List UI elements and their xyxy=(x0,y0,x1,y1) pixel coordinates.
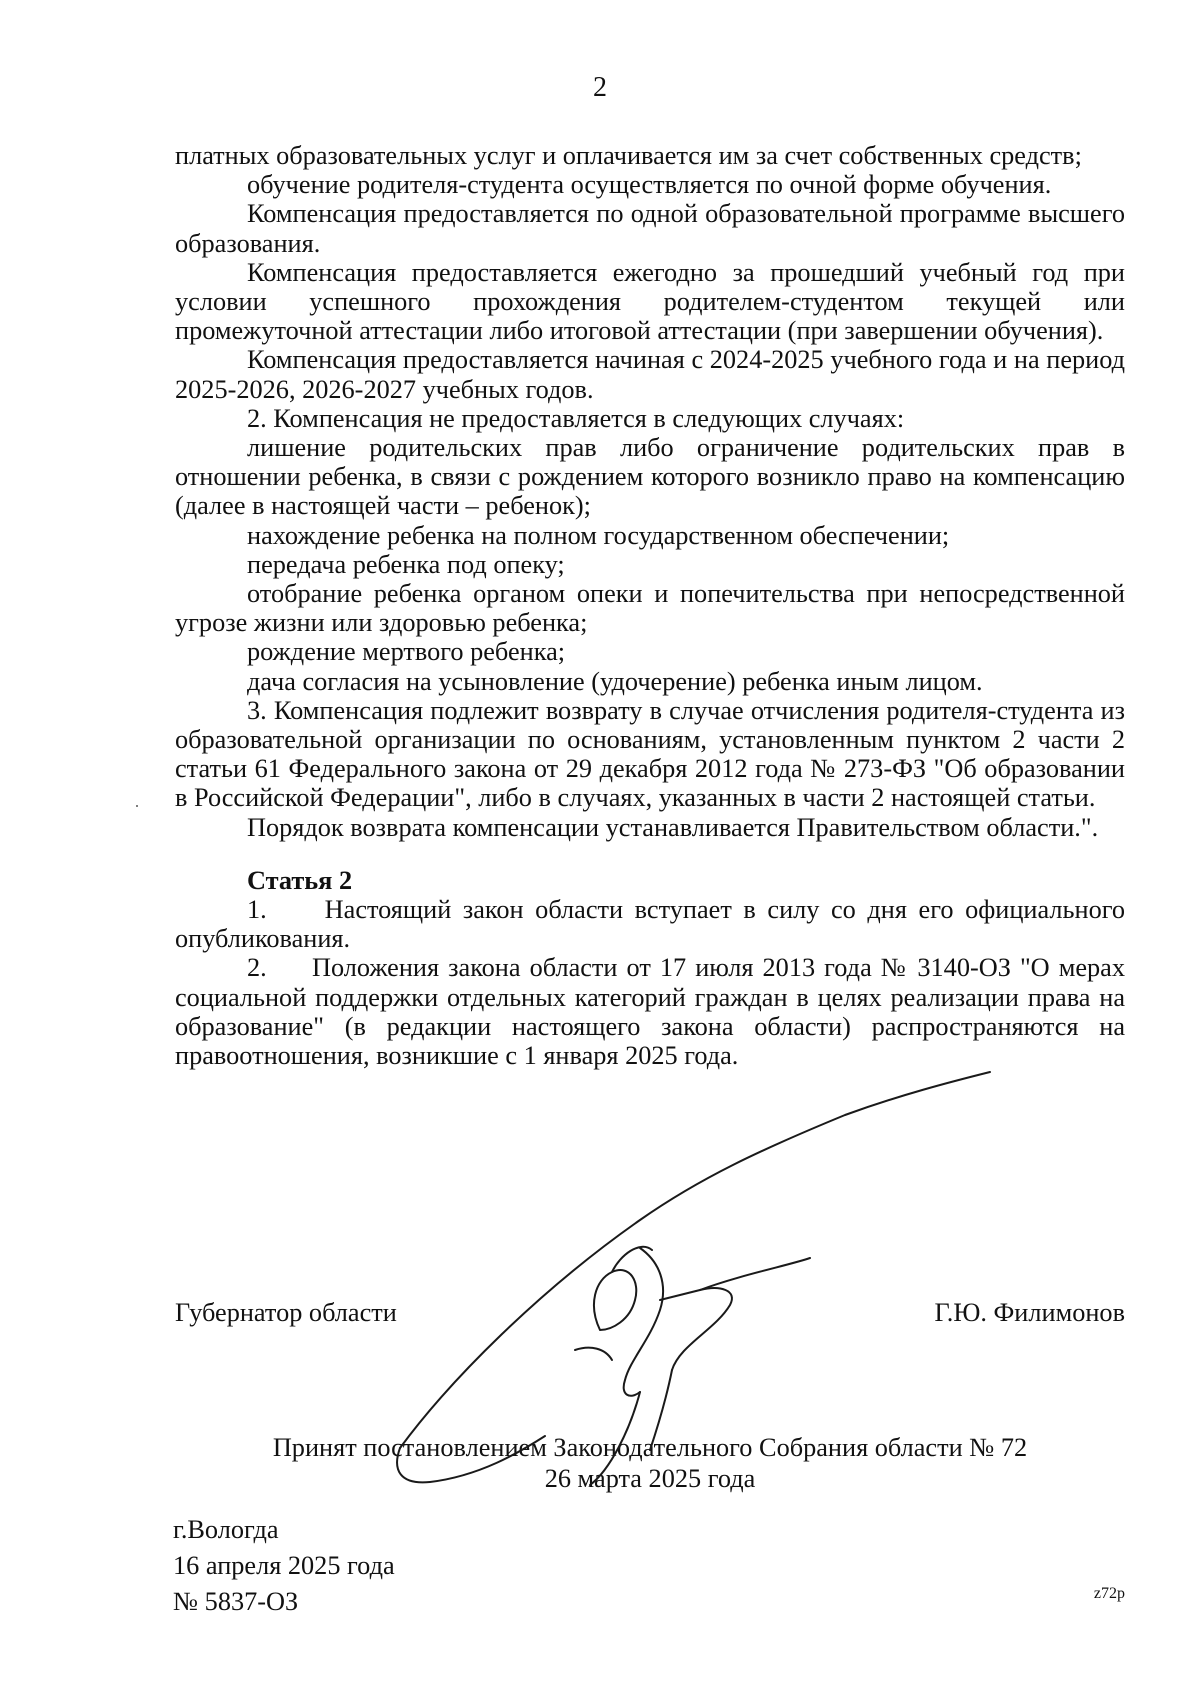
adoption-date: 26 марта 2025 года xyxy=(544,1464,756,1493)
paragraph: нахождение ребенка на полном государственном обеспечении; xyxy=(247,520,950,550)
signature-row xyxy=(175,1298,1125,1332)
item-text: Настоящий закон области вступает в силу со дня его официального опубликования. xyxy=(175,895,1125,954)
position-title: Губернатор области xyxy=(175,1298,397,1327)
paragraph: рождение мертвого ребенка; xyxy=(247,637,566,667)
item-number: 2. xyxy=(247,953,267,983)
article-heading: Статья 2 xyxy=(247,865,353,895)
paragraph: Компенсация предоставляется начиная с 2024-2025 учебного года и на период 2025-2026, 2026-2027 учебных годов. xyxy=(175,345,1125,404)
paragraph: лишение родительских прав либо ограничение родительских прав в отношении ребенка, в связи с рождением которого возникло право на компенсацию (далее в настоящей части – ребенок); xyxy=(175,433,1125,521)
paragraph: передача ребенка под опеку; xyxy=(247,549,565,579)
page-number: 2 xyxy=(593,72,607,103)
footer-city: г.Вологда xyxy=(173,1515,279,1544)
signatory-name: Г.Ю. Филимонов xyxy=(934,1298,1125,1327)
article-item xyxy=(175,895,1125,953)
adoption-line: Принят постановлением Законодательного Собрания области № 72 xyxy=(272,1433,1028,1462)
paragraph: Компенсация предоставляется по одной образовательной программе высшего образования. xyxy=(175,199,1125,258)
paragraph: 2. Компенсация не предоставляется в следующих случаях: xyxy=(247,403,905,433)
item-number: 1. xyxy=(247,895,267,925)
paragraph: дача согласия на усыновление (удочерение) ребенка иным лицом. xyxy=(247,666,983,696)
document-body xyxy=(175,141,1125,1070)
footer-number: № 5837-ОЗ xyxy=(173,1587,299,1616)
footer-date: 16 апреля 2025 года xyxy=(173,1551,395,1580)
paragraph: Компенсация предоставляется ежегодно за прошедший учебный год при условии успешного прохождения родителем-студентом текущей или промежуточной аттестации либо итоговой аттестации (при завершении обучения). xyxy=(175,257,1125,346)
footer-block xyxy=(173,1512,395,1620)
adoption-note xyxy=(175,1432,1125,1494)
paragraph: Порядок возврата компенсации устанавливается Правительством области.". xyxy=(247,812,1099,842)
paragraph: отобрание ребенка органом опеки и попечительства при непосредственной угрозе жизни или здоровью ребенка; xyxy=(175,579,1125,638)
item-text: Положения закона области от 17 июля 2013 года № 3140-ОЗ "О мерах социальной поддержки отдельных категорий граждан в целях реализации права на образование" (в редакции настоящего закона области) распространяются на правоотношения, возникшие с 1 января 2025 года. xyxy=(175,953,1125,1071)
scan-speck xyxy=(136,805,138,807)
paragraph: платных образовательных услуг и оплачивается им за счет собственных средств; xyxy=(175,141,1082,170)
paragraph: 3. Компенсация подлежит возврату в случае отчисления родителя-студента из образовательной организации по основаниям, установленным пунктом 2 части 2 статьи 61 Федерального закона от 29 декабря 2012 года № 273-ФЗ "Об образовании в Российской Федерации", либо в случаях, указанных в части 2 настоящей статьи. xyxy=(175,695,1125,813)
paragraph: обучение родителя-студента осуществляется по очной форме обучения. xyxy=(247,170,1052,200)
article-item xyxy=(175,953,1125,1070)
document-code: z72p xyxy=(1093,1585,1125,1602)
